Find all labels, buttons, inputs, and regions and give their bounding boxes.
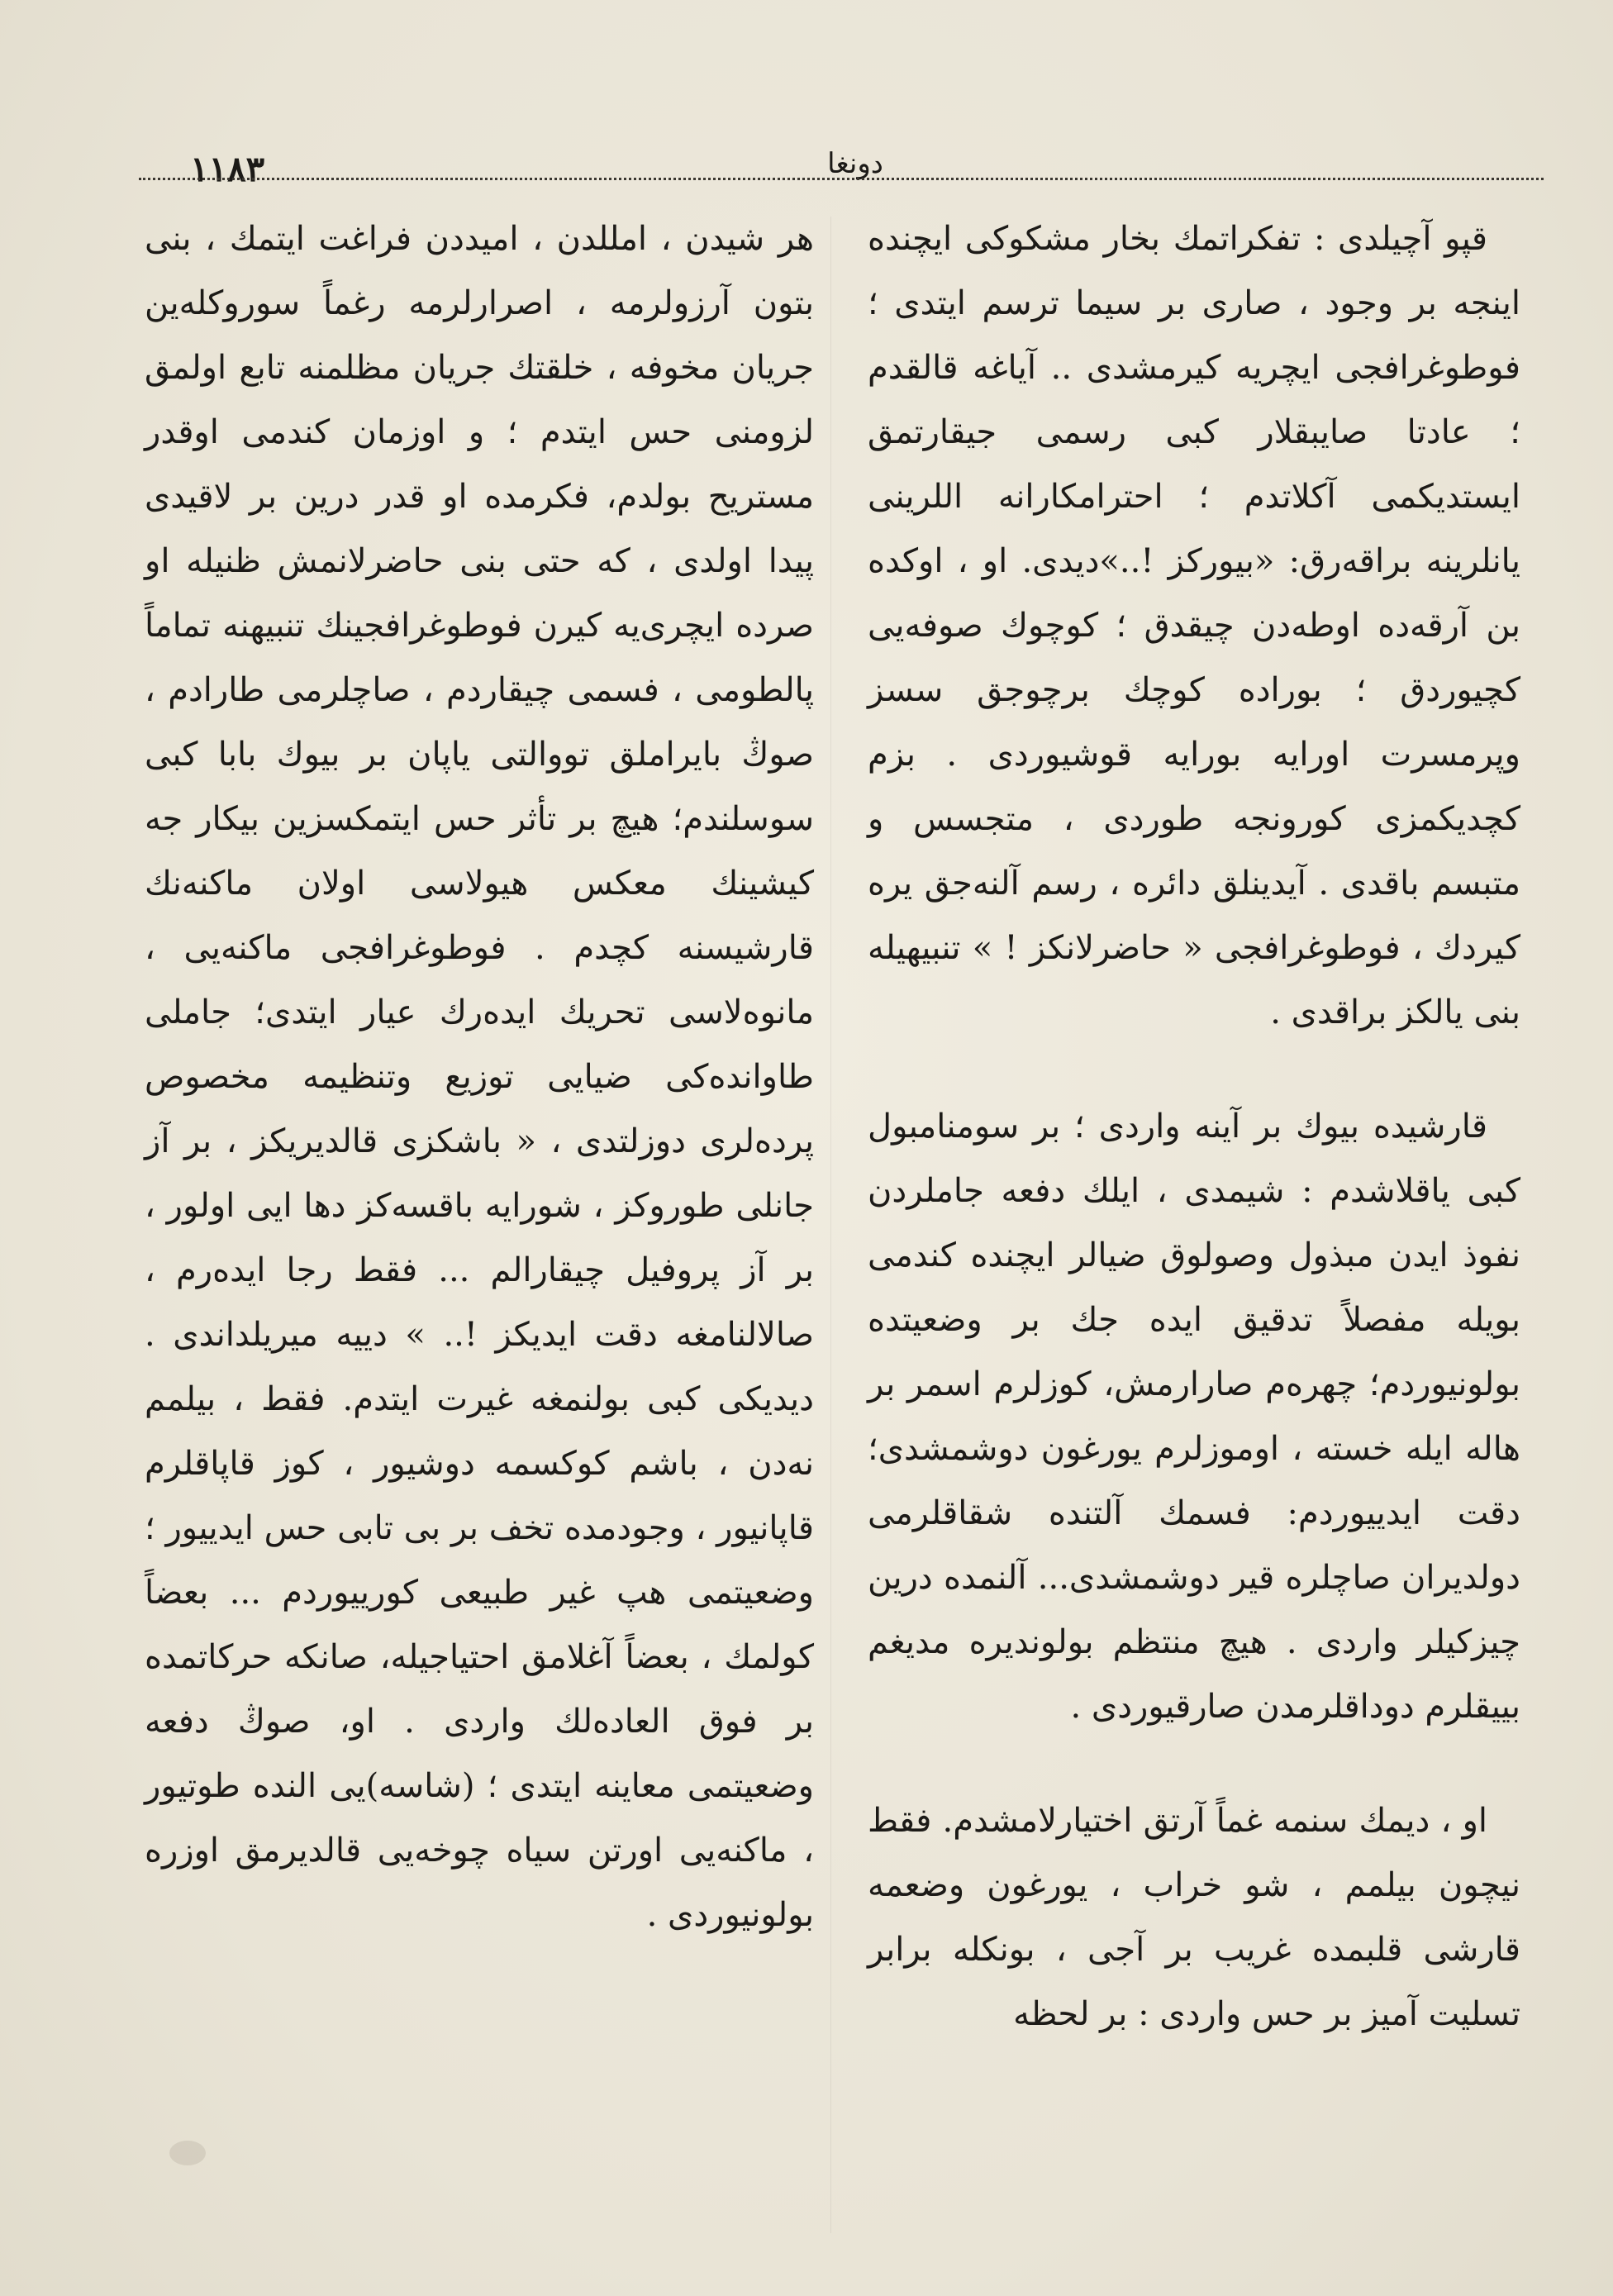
right-column — [868, 207, 1520, 2046]
right-column-paragraph: قارشیده بیوك بر آینه واردی ؛ بر سومنامبول کبی یاقلاشدم : شیمدی ، ایلك دفعه جاملردن نفوذ ایدن مبذول وصولوق ضیالر ایچنده کندمی بویله مفصلاً تدقیق ایده جك بر وضعیتده بولونیوردم؛ چهره‌م صارارمش، کوزلرم اسمر بر هاله ایله خسته ، اوموزلرم یورغون دوشمشدی؛ دقت ایدییوردم: فسمك آلتنده شقاقلرمی دولدیران صاچلره قیر دوشمشدی... آلنمده درین چیزکیلر واردی . هیچ منتظم بولوندیره مدیغم بییقلرم دوداقلرمدن صارقیوردی . — [868, 1108, 1520, 1726]
library-stamp-mark — [169, 2141, 206, 2165]
left-column — [145, 207, 814, 1947]
running-title: دونغا — [827, 147, 883, 180]
page-number: ١١٨٣ — [190, 149, 265, 189]
column-gutter — [830, 217, 831, 2233]
header-divider — [139, 178, 1544, 180]
right-column-paragraph: او ، دیمك سنمه غماً آرتق اختیارلامشدم. فقط نیچون بیلمم ، شو خراب ، یورغون وضعمه قارشی قلبمده غریب بر آجی ، بونکله برابر تسلیت آمیز بر حس واردی : بر لحظه — [868, 1802, 1520, 2033]
left-column-paragraph: هر شیدن ، امللدن ، امیددن فراغت ایتمك ، بنی بتون آرزولرمه ، اصرارلرمه رغماً سوروکله‌ین جریان مخوفه ، خلقتك جریان مظلمنه تابع اولمق لزومنی حس ایتدم ؛ و اوزمان کندمی اوقدر مستریح بولدم، فکرمده او قدر درین بر لاقیدی پیدا اولدی ، که حتی بنی حاضرلانمش ظنیله او صرده ایچری‌یه کیرن فوطوغرافجینك تنبیهنه تماماً پالطومی ، فسمی چیقاردم ، صاچلرمی طارادم ، صوڭ بایراملق تووالتی یاپان بر بیوك بابا کبی سوسلندم؛ هیچ بر تأثر حس ایتمکسزین بیکار جه کیشینك معکس هیولاسی اولان ماکنەنك قارشیسنه کچدم . فوطوغرافجی ماکنەیی ، مانوه‌لاسی تحریك ایده‌رك عیار ایتدی؛ جاملی طاواندەکی ضیایی توزیع وتنظیمه مخصوص پرده‌لری دوزلتدی ، « باشکزی قالدیریکز ، بر آز جانلی طوروکز ، شورایه باقسەکز دها ایی اولور ، بر آز پروفیل چیقارالم ... فقط رجا ایده‌رم ، صالالنامغه دقت ایدیکز !.. » دییه میریلداندی . دیدیکی کبی بولنمغه غیرت ایتدم. فقط ، بیلمم نەدن ، باشم کوکسمه دوشیور ، کوز قاپاقلرم قاپانیور ، وجودمده تخف بر بی تابی حس ایدییور ؛ وضعیتمی هپ غیر طبیعی کورییوردم ... بعضاً کولمك ، بعضاً آغلامق احتیاجیله، صانکه حرکاتمده بر فوق العاده‌لك واردی . او، صوڭ دفعه وضعیتمی معاینه ایتدی ؛ (شاسه)یی النده طوتیور ، ماکنەیی اورتن سیاه چوخەیی قالدیرمق اوزره بولونیوردی . — [145, 220, 815, 1934]
right-column-paragraph: قپو آچیلدی : تفکراتمك بخار مشکوکی ایچنده اینجه بر وجود ، صاری بر سیما ترسم ایتدی ؛ فوطوغرافجی ایچریه کیرمشدی .. آیاغه قالقدم ؛ عادتا صایبقلار کبی رسمی جیقارتمق ایستدیکمی آکلاتدم ؛ احترامکارانه اللرینی یانلرینه براقەرق: «بیورکز !..»دیدی. او ، اوکده بن آرقەده اوطەدن چیقدق ؛ کوچوك صوفەیی کچیوردق ؛ بوراده کوچك برچوجق سسز وپرمسرت اورایه بورایه قوشیوردی . بزم کچدیکمزی کورونجه طوردی ، متجسس و متبسم باقدی . آیدینلق دائره ، رسم آلنەجق یره کیردك ، فوطوغرافجی « حاضرلانکز ! » تنبیهیله بنی یالکز براقدی . — [868, 220, 1521, 1031]
page-header — [190, 141, 1520, 189]
